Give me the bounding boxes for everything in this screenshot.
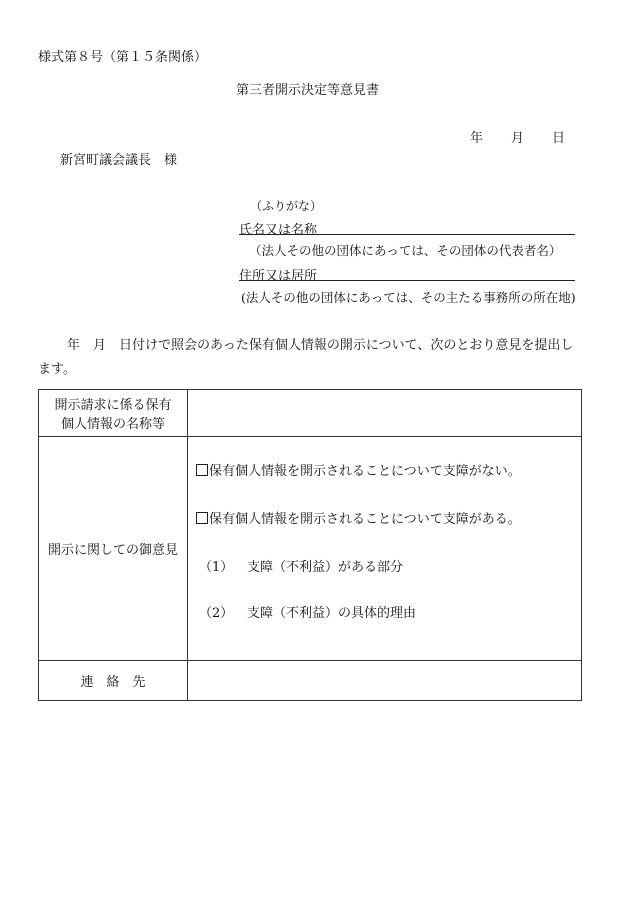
table-row xyxy=(39,661,582,701)
affected-part-text: 支障（不利益）がある部分 xyxy=(247,560,404,575)
item-number: （1） xyxy=(199,560,234,575)
address-note: (法人その他の団体にあっては、その主たる事務所の所在地) xyxy=(241,290,576,305)
name-label: 氏名又は名称 xyxy=(239,223,318,238)
date-month-label: 月 xyxy=(511,131,525,146)
address-label: 住所又は居所 xyxy=(239,269,318,284)
document-title: 第三者開示決定等意見書 xyxy=(236,83,380,98)
reason-text: 支障（不利益）の具体的理由 xyxy=(247,606,417,621)
objection-text: 保有個人情報を開示されることについて支障がある。 xyxy=(209,512,521,527)
checkbox-icon[interactable] xyxy=(196,512,208,524)
intro-text: 年 月 日付けで照会のあった保有個人情報の開示について、次のとおり意見を提出します。 xyxy=(38,338,574,377)
item-number: （2） xyxy=(199,606,234,621)
table-row xyxy=(39,390,582,437)
intro-paragraph xyxy=(38,334,586,382)
reason-item xyxy=(199,602,416,621)
opinion-cell xyxy=(188,437,582,661)
info-name-label-line1: 開示請求に係る保有 xyxy=(54,398,172,413)
contact-label: 連 絡 先 xyxy=(39,661,188,701)
objection-option[interactable] xyxy=(196,508,521,527)
opinion-label: 開示に関しての御意見 xyxy=(39,437,188,661)
info-name-label xyxy=(39,390,188,437)
form-number: 様式第８号（第１５条関係） xyxy=(38,50,208,65)
table-row xyxy=(39,437,582,661)
affected-part-item xyxy=(199,556,403,575)
info-name-label-line2: 個人情報の名称等 xyxy=(60,417,165,432)
furigana-label: （ふりがな） xyxy=(250,199,323,213)
info-name-cell[interactable] xyxy=(188,390,582,437)
name-note: （法人その他の団体にあっては、その団体の代表者名） xyxy=(249,243,562,258)
contact-cell[interactable] xyxy=(188,661,582,701)
opinion-table xyxy=(38,389,582,701)
address-underline xyxy=(239,280,575,281)
no-objection-text: 保有個人情報を開示されることについて支障がない。 xyxy=(209,464,521,479)
date-year-label: 年 xyxy=(470,131,484,146)
name-underline xyxy=(239,234,575,235)
date-day-label: 日 xyxy=(552,131,566,146)
checkbox-icon[interactable] xyxy=(196,464,208,476)
addressee: 新宮町議会議長 様 xyxy=(60,153,178,168)
no-objection-option[interactable] xyxy=(196,460,521,479)
